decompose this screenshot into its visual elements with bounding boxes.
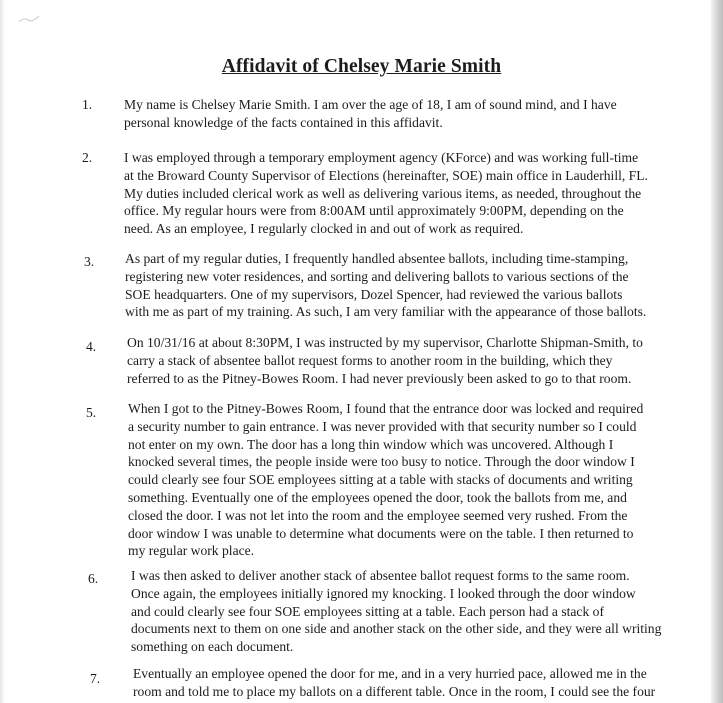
affidavit-title: Affidavit of Chelsey Marie Smith — [221, 56, 502, 77]
paragraph-2-text: I was employed through a temporary employment agency (KForce) and was working full-time at the Broward County Supervisor of Elections (hereinafter, SOE) main office in Lauderhill, FL. My duties included clerical work as well as delivering various items, as needed, throughout the office. My regular hours were from 8:00AM until approximately 9:00PM, depending on the need. As an employee, I regularly clocked in and out of work as required. — [124, 150, 648, 237]
scan-mark — [18, 14, 40, 24]
paragraph-6-text: I was then asked to deliver another stack of absentee ballot request forms to the same room. Once again, the employees initially ignored my knocking. I looked through the door window and could clearly see four SOE employees sitting at a table. Each person had a stack of documents next to them on one side and another stack on the other side, and they were all writing something on each document. — [131, 568, 662, 655]
paragraph-3-number: 3. — [84, 254, 95, 269]
scan-left-edge — [0, 0, 5, 703]
scan-right-edge — [711, 0, 723, 703]
paragraph-2-number: 2. — [82, 150, 93, 165]
paragraph-6-number: 6. — [88, 571, 99, 586]
paragraph-5-text: When I got to the Pitney-Bowes Room, I found that the entrance door was locked and required a security number to gain entrance. I was never provided with that security number so I could not enter on my own. The door has a long thin window which was uncovered. Although I knocked several times, the people inside were too busy to notice. Through the door window I could clearly see four SOE employees sitting at a table with stacks of documents and writing something. Eventually one of the employees opened the door, took the ballots from me, and closed the door. I was not let into the room and the employee seemed very rushed. From the door window I was unable to determine what documents were on the table. I then returned to my regular work place. — [128, 401, 644, 559]
paragraph-7-text: Eventually an employee opened the door for me, and in a very hurried pace, allowed me in the room and told me to place my ballots on a different table. Once in the room, I could see the four — [133, 666, 656, 699]
paragraph-1-number: 1. — [82, 97, 93, 112]
paragraph-3-text: As part of my regular duties, I frequently handled absentee ballots, including time-stamping, registering new voter residences, and sorting and delivering ballots to various sections of the SOE headquarters. One of my supervisors, Dozel Spencer, had reviewed the various ballots with me as part of my training. As such, I am very familiar with the appearance of those ballots. — [125, 251, 647, 320]
paragraph-7-number: 7. — [90, 671, 101, 686]
paragraph-1-text: My name is Chelsey Marie Smith. I am over the age of 18, I am of sound mind, and I have personal knowledge of the facts contained in this affidavit. — [124, 97, 617, 130]
paragraph-5-number: 5. — [86, 405, 97, 420]
paragraph-4-text: On 10/31/16 at about 8:30PM, I was instructed by my supervisor, Charlotte Shipman-Smith, to carry a stack of absentee ballot request forms to another room in the building, which they referred to as the Pitney-Bowes Room. I had never previously been asked to go to that room. — [127, 335, 643, 386]
paragraph-4-number: 4. — [86, 339, 97, 354]
